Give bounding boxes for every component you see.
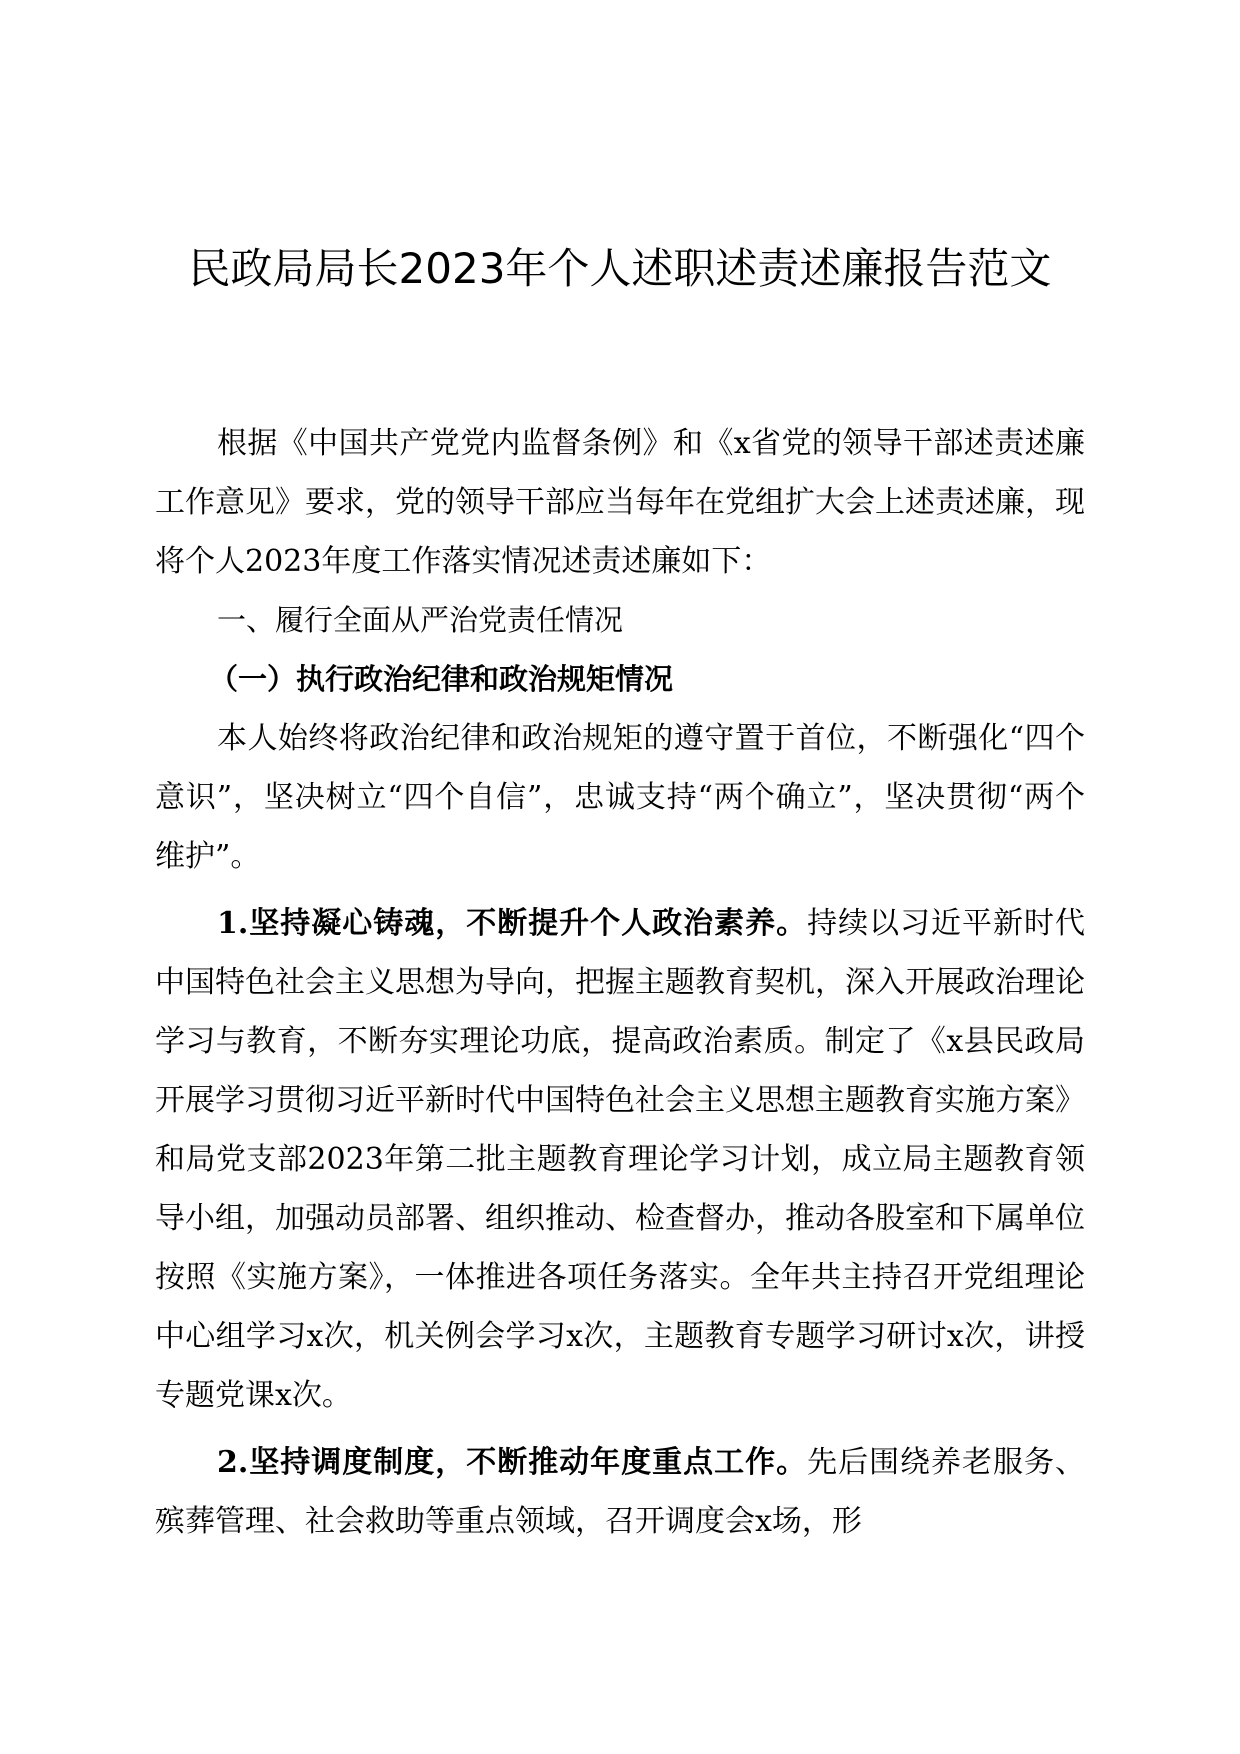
list-item-1-lead: 1.坚持凝心铸魂，不断提升个人政治素养。	[217, 906, 808, 941]
list-item-1	[155, 894, 1085, 1425]
subsection-paragraph: 本人始终将政治纪律和政治规矩的遵守置于首位，不断强化“四个意识”，坚决树立“四个自信”，忠诚支持“两个确立”，坚决贯彻“两个维护”。	[155, 721, 1085, 874]
list-item-1-body: 持续以习近平新时代中国特色社会主义思想为导向，把握主题教育契机，深入开展政治理论学习与教育，不断夯实理论功底，提高政治素质。制定了《x县民政局开展学习贯彻习近平新时代中国特色社会主义思想主题教育实施方案》和局党支部2023年第二批主题教育理论学习计划，成立局主题教育领导小组，加强动员部署、组织推动、检查督办，推动各股室和下属单位按照《实施方案》，一体推进各项任务落实。全年共主持召开党组理论中心组学习x次，机关例会学习x次，主题教育专题学习研讨x次，讲授专题党课x次。	[155, 906, 1085, 1413]
list-item-2-body: 先后围绕养老服务、殡葬管理、社会救助等重点领域，召开调度会x场，形	[155, 1445, 1085, 1539]
list-item-2	[155, 1433, 1085, 1551]
subsection-heading-text: （一）执行政治纪律和政治规矩情况	[209, 662, 674, 696]
document-title: 民政局局长2023年个人述职述责述廉报告范文	[188, 244, 1052, 293]
list-item-2-lead: 2.坚持调度制度，不断推动年度重点工作。	[217, 1445, 808, 1480]
document-body	[155, 414, 1085, 1551]
section-heading-1: 一、履行全面从严治党责任情况	[217, 603, 624, 637]
subsection-heading-1	[155, 650, 1085, 709]
intro-paragraph: 根据《中国共产党党内监督条例》和《x省党的领导干部述责述廉工作意见》要求，党的领导干部应当每年在党组扩大会上述责述廉，现将个人2023年度工作落实情况述责述廉如下：	[155, 426, 1085, 579]
